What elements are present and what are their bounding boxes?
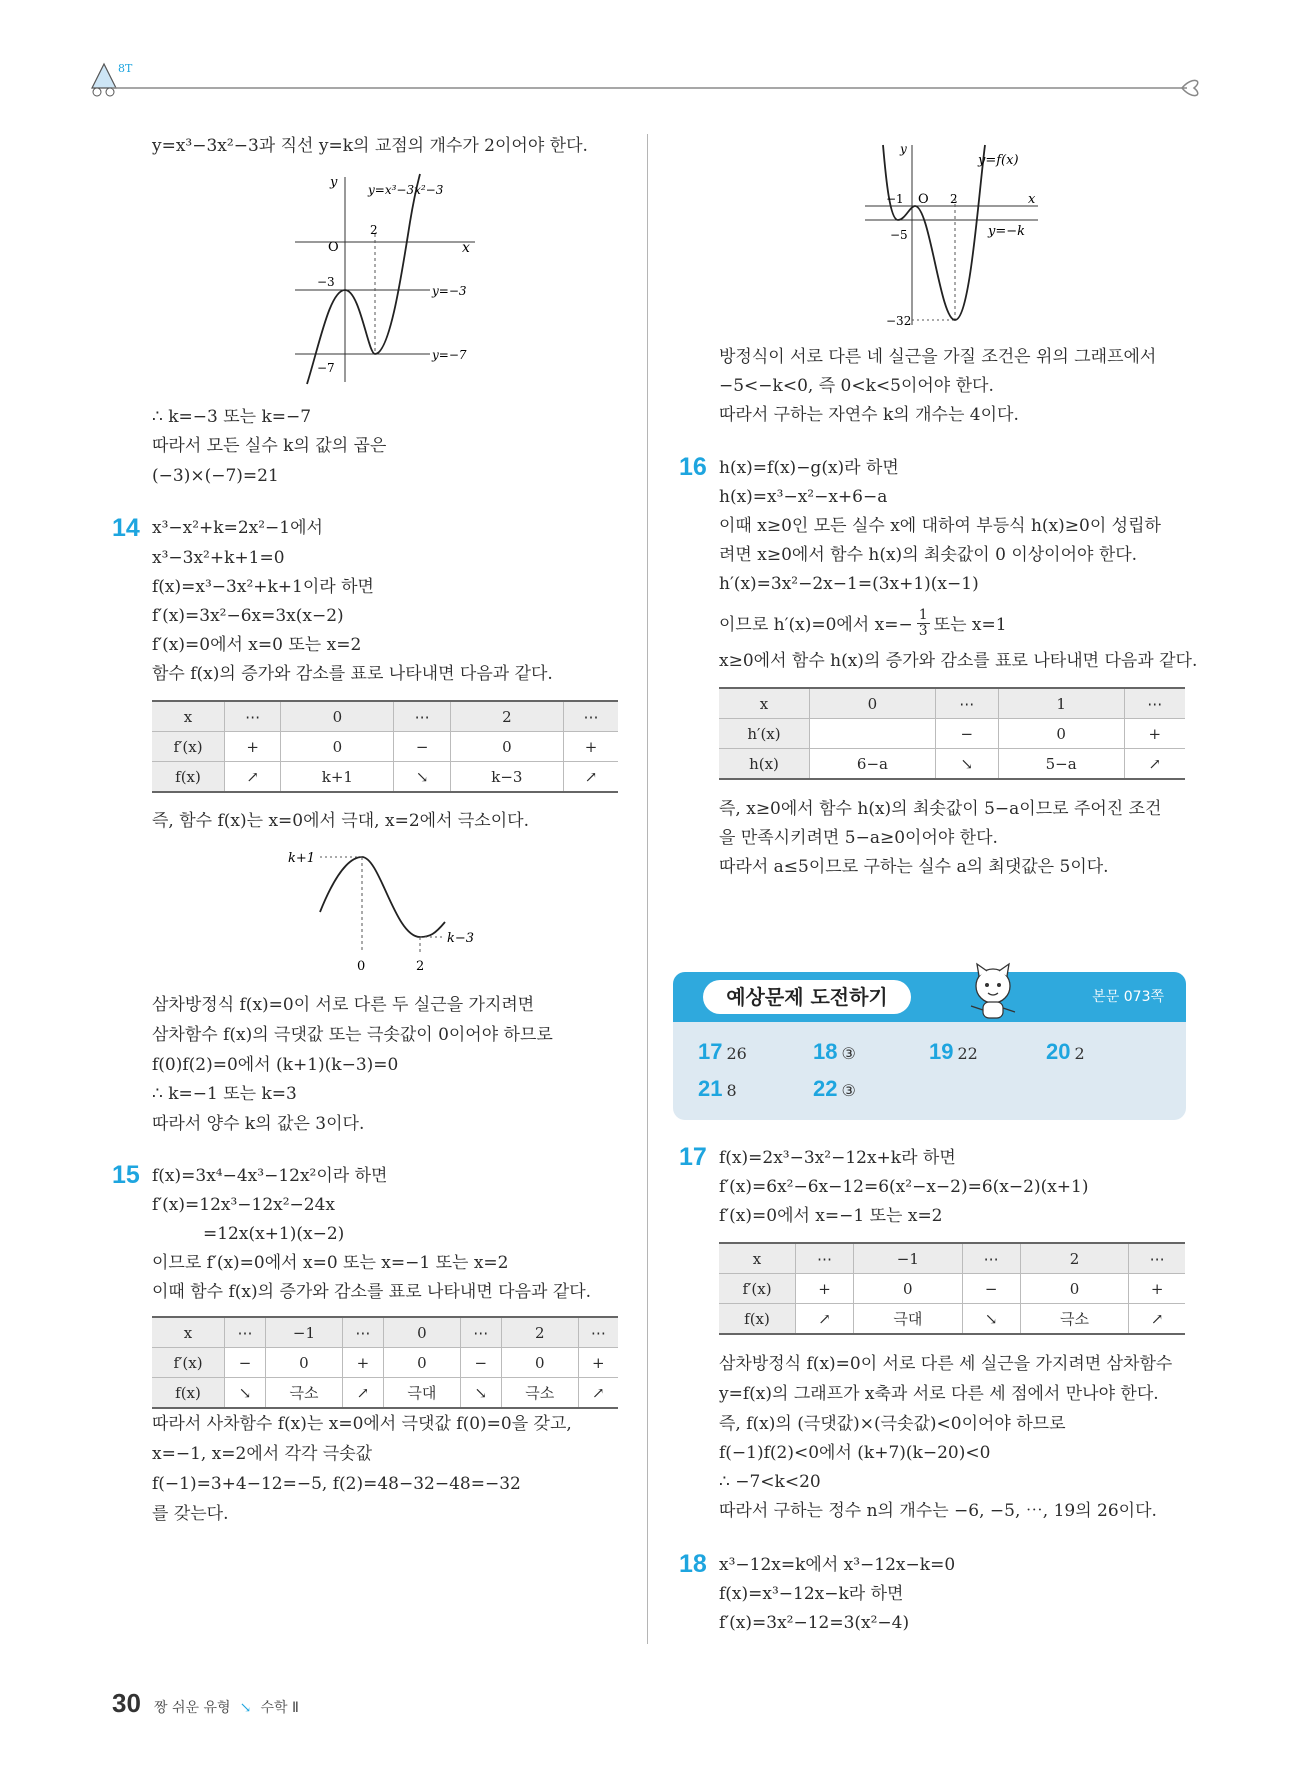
left-line-4: (−3)×(−7)=21 — [152, 466, 279, 486]
answer-box-ref: 본문 073쪽 — [1092, 989, 1164, 1005]
p15-sign-table — [152, 1316, 618, 1409]
problem-18-number: 18 — [679, 1550, 707, 1578]
table-cell: ↗ — [578, 1378, 618, 1409]
p17-line2: 따라서 구하는 정수 n의 개수는 −6, −5, ⋯, 19의 26이다. — [719, 1501, 1157, 1521]
svg-text:x: x — [1028, 192, 1036, 207]
table-cell: ⋯ — [342, 1317, 383, 1348]
p14-line: f′(x)=3x²−6x=3x(x−2) — [152, 606, 344, 626]
table-cell: 0 — [501, 1348, 578, 1378]
table-cell: + — [1124, 719, 1185, 749]
table-cell: ⋯ — [1129, 1243, 1185, 1274]
table-cell: ⋯ — [1124, 688, 1185, 719]
table-cell: k−3 — [450, 762, 563, 793]
table-row — [719, 1243, 1185, 1274]
table-cell: x — [152, 701, 225, 732]
answer-box — [673, 972, 1186, 1120]
table-cell: + — [1129, 1274, 1185, 1304]
table-cell: 0 — [383, 1348, 460, 1378]
table-cell: 극소 — [501, 1378, 578, 1409]
svg-text:−3: −3 — [317, 275, 335, 289]
answer-item: 18 ③ — [813, 1039, 856, 1064]
table-cell: 0 — [281, 701, 394, 732]
p17-line: f(x)=2x³−3x²−12x+k라 하면 — [719, 1148, 956, 1168]
left-line-3: 따라서 모든 실수 k의 값의 곱은 — [152, 436, 387, 456]
table-cell: 2 — [450, 701, 563, 732]
table-cell: ⋯ — [394, 701, 450, 732]
column-divider — [647, 134, 648, 1644]
p14-after: 즉, 함수 f(x)는 x=0에서 극대, x=2에서 극소이다. — [152, 811, 529, 831]
p14-line: 함수 f(x)의 증가와 감소를 표로 나타내면 다음과 같다. — [152, 664, 553, 684]
table-cell: ↘ — [394, 762, 450, 793]
p16-fraction-line: 이므로 h′(x)=0에서 x=− $\frac{1}{3}$ 또는 x=1 — [719, 607, 1007, 639]
table-cell: ↗ — [563, 762, 618, 793]
p16-line-table: x≥0에서 함수 h(x)의 증가와 감소를 표로 나타내면 다음과 같다. — [719, 651, 1198, 671]
table-cell: + — [796, 1274, 854, 1304]
svg-text:2: 2 — [370, 223, 378, 237]
graph-cubic-1 — [290, 172, 490, 387]
p16-line: 이때 x≥0인 모든 실수 x에 대하여 부등식 h(x)≥0이 성립하 — [719, 516, 1161, 536]
table-cell: 0 — [1020, 1274, 1129, 1304]
table-cell: f′(x) — [719, 1274, 796, 1304]
table-cell: ↗ — [342, 1378, 383, 1409]
svg-text:0: 0 — [357, 959, 366, 974]
table-cell: ↗ — [1129, 1304, 1185, 1335]
svg-text:y=x³−3x²−3: y=x³−3x²−3 — [368, 183, 444, 197]
arrow-icon: ↘ — [239, 1700, 252, 1716]
table-cell: 극대 — [383, 1378, 460, 1409]
table-cell: f′(x) — [152, 1348, 225, 1378]
p18-line: x³−12x=k에서 x³−12x−k=0 — [719, 1555, 956, 1575]
problem-16-number: 16 — [679, 453, 707, 481]
p17-sign-table — [719, 1242, 1185, 1335]
svg-text:−7: −7 — [317, 361, 335, 375]
answer-item: 20 2 — [1046, 1039, 1085, 1064]
p16-sign-table — [719, 687, 1185, 780]
p15-line: 이때 함수 f(x)의 증가와 감소를 표로 나타내면 다음과 같다. — [152, 1282, 592, 1302]
page-number: 30 — [112, 1688, 141, 1718]
table-row — [152, 732, 618, 762]
p15-line2: 를 갖는다. — [152, 1504, 229, 1524]
p15-line: =12x(x+1)(x−2) — [203, 1224, 345, 1244]
cat-mascot-icon — [963, 958, 1023, 1028]
p15-line: f(x)=3x⁴−4x³−12x²이라 하면 — [152, 1166, 388, 1186]
table-cell: ⋯ — [460, 1317, 501, 1348]
table-cell: − — [460, 1348, 501, 1378]
table-cell: f(x) — [152, 762, 225, 793]
p18-line: f′(x)=3x²−12=3(x²−4) — [719, 1613, 910, 1633]
table-row — [152, 1317, 618, 1348]
table-row — [719, 1274, 1185, 1304]
table-cell: − — [962, 1274, 1020, 1304]
p15-line2: x=−1, x=2에서 각각 극솟값 — [152, 1444, 373, 1464]
answer-item: 19 22 — [929, 1039, 978, 1064]
table-cell: ⋯ — [578, 1317, 618, 1348]
table-row — [719, 688, 1185, 719]
right-line: −5<−k<0, 즉 0<k<5이어야 한다. — [719, 376, 994, 396]
page-footer — [112, 1688, 299, 1719]
table-row — [719, 719, 1185, 749]
book-title: 짱 쉬운 유형 — [154, 1700, 231, 1716]
table-cell: − — [225, 1348, 266, 1378]
problem-15-number: 15 — [112, 1161, 140, 1189]
p17-line2: f(−1)f(2)<0에서 (k+7)(k−20)<0 — [719, 1443, 991, 1463]
table-cell: ↘ — [225, 1378, 266, 1409]
subject-title: 수학 Ⅱ — [260, 1700, 299, 1716]
left-line-1: y=x³−3x²−3과 직선 y=k의 교점의 개수가 2이어야 한다. — [152, 136, 588, 156]
table-row — [152, 1348, 618, 1378]
answer-box-title: 예상문제 도전하기 — [703, 980, 911, 1014]
p15-line2: f(−1)=3+4−12=−5, f(2)=48−32−48=−32 — [152, 1474, 521, 1494]
table-cell: 0 — [853, 1274, 962, 1304]
table-row — [719, 749, 1185, 780]
answer-item: 17 26 — [698, 1039, 747, 1064]
table-cell: + — [342, 1348, 383, 1378]
svg-text:−1: −1 — [886, 192, 904, 206]
table-row — [152, 1378, 618, 1409]
table-cell: 극대 — [853, 1304, 962, 1335]
table-cell: h(x) — [719, 749, 810, 780]
p14-line2: ∴ k=−1 또는 k=3 — [152, 1084, 297, 1104]
table-cell: ↘ — [962, 1304, 1020, 1335]
table-cell: −1 — [853, 1243, 962, 1274]
table-cell: 5−a — [998, 749, 1124, 780]
p16-line2: 을 만족시키려면 5−a≥0이어야 한다. — [719, 828, 998, 848]
table-cell: 0 — [998, 719, 1124, 749]
graph-cubic-2 — [280, 842, 500, 977]
table-cell: x — [152, 1317, 225, 1348]
p17-line2: y=f(x)의 그래프가 x축과 서로 다른 세 점에서 만나야 한다. — [719, 1384, 1159, 1404]
svg-text:−32: −32 — [886, 314, 912, 328]
table-cell: −1 — [266, 1317, 343, 1348]
svg-text:2: 2 — [416, 959, 425, 974]
p16-line: h(x)=x³−x²−x+6−a — [719, 487, 888, 507]
table-cell: x — [719, 1243, 796, 1274]
table-cell: 0 — [266, 1348, 343, 1378]
table-cell: + — [225, 732, 281, 762]
table-cell: 1 — [998, 688, 1124, 719]
table-cell: ⋯ — [935, 688, 998, 719]
p14-line: f′(x)=0에서 x=0 또는 x=2 — [152, 635, 362, 655]
table-cell: + — [563, 732, 618, 762]
header-badge: 8T — [118, 62, 133, 75]
table-cell — [810, 719, 936, 749]
table-cell: ↗ — [225, 762, 281, 793]
table-cell: ↗ — [796, 1304, 854, 1335]
left-line-2: ∴ k=−3 또는 k=−7 — [152, 407, 312, 427]
table-row — [152, 762, 618, 793]
graph-quartic — [860, 140, 1045, 330]
p14-line2: 삼차방정식 f(x)=0이 서로 다른 두 실근을 가지려면 — [152, 995, 535, 1015]
table-cell: 극소 — [1020, 1304, 1129, 1335]
table-cell: f(x) — [152, 1378, 225, 1409]
table-cell: ⋯ — [962, 1243, 1020, 1274]
table-cell: h′(x) — [719, 719, 810, 749]
table-cell: f(x) — [719, 1304, 796, 1335]
table-cell: ⋯ — [796, 1243, 854, 1274]
answer-item: 21 8 — [698, 1076, 737, 1101]
problem-14-number: 14 — [112, 514, 140, 542]
table-cell: − — [394, 732, 450, 762]
p14-line2: 삼차함수 f(x)의 극댓값 또는 극솟값이 0이어야 하므로 — [152, 1025, 553, 1045]
table-cell: 극소 — [266, 1378, 343, 1409]
table-cell: − — [935, 719, 998, 749]
p14-line: x³−x²+k=2x²−1에서 — [152, 518, 323, 538]
p16-line: h(x)=f(x)−g(x)라 하면 — [719, 458, 899, 478]
svg-text:O: O — [918, 192, 929, 207]
p17-line: f′(x)=6x²−6x−12=6(x²−x−2)=6(x−2)(x+1) — [719, 1177, 1089, 1197]
answer-item: 22 ③ — [813, 1076, 856, 1101]
table-row — [152, 701, 618, 732]
svg-text:−5: −5 — [890, 228, 908, 242]
p15-line2: 따라서 사차함수 f(x)는 x=0에서 극댓값 f(0)=0을 갖고, — [152, 1414, 572, 1434]
bell-character-icon — [92, 64, 116, 96]
p14-line: f(x)=x³−3x²+k+1이라 하면 — [152, 577, 374, 597]
svg-text:y=−k: y=−k — [988, 224, 1026, 239]
table-cell: ↗ — [1124, 749, 1185, 780]
p14-sign-table — [152, 700, 618, 793]
right-line: 방정식이 서로 다른 네 실근을 가질 조건은 위의 그래프에서 — [719, 347, 1157, 367]
table-cell: 2 — [1020, 1243, 1129, 1274]
p15-line: f′(x)=12x³−12x²−24x — [152, 1195, 336, 1215]
table-cell: 6−a — [810, 749, 936, 780]
p17-line: f′(x)=0에서 x=−1 또는 x=2 — [719, 1206, 943, 1226]
p16-line2: 따라서 a≤5이므로 구하는 실수 a의 최댓값은 5이다. — [719, 857, 1109, 877]
p14-line: x³−3x²+k+1=0 — [152, 548, 285, 568]
p16-line2: 즉, x≥0에서 함수 h(x)의 최솟값이 5−a이므로 주어진 조건 — [719, 799, 1162, 819]
table-cell: ↘ — [935, 749, 998, 780]
table-cell: 2 — [501, 1317, 578, 1348]
right-line: 따라서 구하는 자연수 k의 개수는 4이다. — [719, 405, 1019, 425]
svg-text:y: y — [330, 175, 338, 190]
table-cell: 0 — [810, 688, 936, 719]
problem-17-number: 17 — [679, 1143, 707, 1171]
p15-line: 이므로 f′(x)=0에서 x=0 또는 x=−1 또는 x=2 — [152, 1253, 509, 1273]
table-cell: 0 — [281, 732, 394, 762]
p14-line2: f(0)f(2)=0에서 (k+1)(k−3)=0 — [152, 1055, 399, 1075]
p16-line: 려면 x≥0에서 함수 h(x)의 최솟값이 0 이상이어야 한다. — [719, 545, 1138, 565]
table-cell: ⋯ — [225, 701, 281, 732]
svg-text:O: O — [328, 240, 339, 255]
table-cell: k+1 — [281, 762, 394, 793]
table-cell: ⋯ — [225, 1317, 266, 1348]
p17-line2: 삼차방정식 f(x)=0이 서로 다른 세 실근을 가지려면 삼차함수 — [719, 1354, 1173, 1374]
svg-text:2: 2 — [950, 192, 958, 206]
p18-line: f(x)=x³−12x−k라 하면 — [719, 1584, 904, 1604]
table-cell: ↘ — [460, 1378, 501, 1409]
table-cell: f′(x) — [152, 732, 225, 762]
svg-text:y=−7: y=−7 — [432, 348, 467, 362]
table-cell: 0 — [383, 1317, 460, 1348]
svg-text:x: x — [462, 240, 470, 256]
table-row — [719, 1304, 1185, 1335]
table-cell: 0 — [450, 732, 563, 762]
table-cell: ⋯ — [563, 701, 618, 732]
p14-line2: 따라서 양수 k의 값은 3이다. — [152, 1114, 365, 1134]
fraction: $\frac{1}{3}$ — [918, 607, 928, 639]
table-cell: + — [578, 1348, 618, 1378]
header-ribbon — [82, 58, 1212, 103]
p17-line2: 즉, f(x)의 (극댓값)×(극솟값)<0이어야 하므로 — [719, 1414, 1066, 1434]
svg-text:y=−3: y=−3 — [432, 284, 467, 298]
table-cell: x — [719, 688, 810, 719]
svg-text:k+1: k+1 — [288, 851, 316, 866]
svg-text:y=f(x): y=f(x) — [978, 153, 1019, 168]
svg-text:k−3: k−3 — [447, 931, 475, 946]
p16-line: h′(x)=3x²−2x−1=(3x+1)(x−1) — [719, 574, 979, 594]
p17-line2: ∴ −7<k<20 — [719, 1472, 821, 1492]
svg-text:y: y — [900, 142, 907, 156]
